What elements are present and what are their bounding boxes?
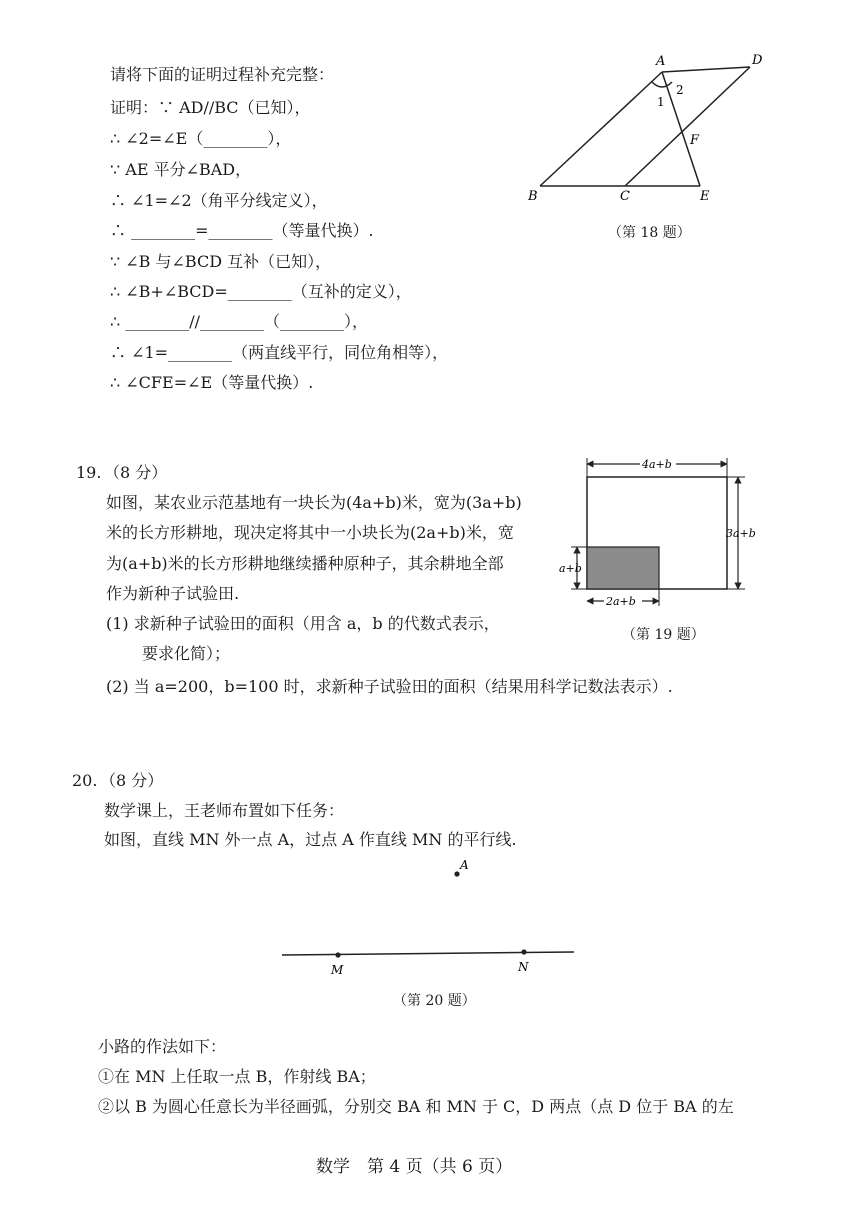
label-f: F xyxy=(690,133,700,148)
label-right: 3a+b xyxy=(726,527,756,540)
q20-line-1: 数学课上，王老师布置如下任务： xyxy=(104,801,345,820)
q18-step-8: ∴ ________//________（________）， xyxy=(110,312,369,331)
q19-number: 19. xyxy=(76,463,102,482)
line-mn xyxy=(282,952,574,955)
q18-intro: 请将下面的证明过程补充完整： xyxy=(110,65,335,84)
q19-part1-line-1: (1) 求新种子试验田的面积（用含 a，b 的代数式表示， xyxy=(106,614,500,633)
label-top: 4a+b xyxy=(642,458,672,471)
q20-step-2: ②以 B 为圆心任意长为半径画弧，分别交 BA 和 MN 于 C，D 两点（点 D 位于 BA 的左 xyxy=(98,1097,734,1116)
q20-number: 20. xyxy=(72,771,98,790)
q18-step-7: ∴ ∠B+∠BCD=________（互补的定义）， xyxy=(110,282,412,301)
label-a: A xyxy=(656,54,666,69)
label-bottom: 2a+b xyxy=(606,595,636,608)
q19-line-1: 如图，某农业示范基地有一块长为(4a+b)米，宽为(3a+b) xyxy=(106,493,522,512)
q18-step-10: ∴ ∠CFE=∠E（等量代换）. xyxy=(110,373,314,392)
q20-figure xyxy=(270,855,590,985)
q20-caption: （第 20 题） xyxy=(393,993,476,1009)
q19-line-4: 作为新种子试验田. xyxy=(106,584,240,603)
label-a: A xyxy=(460,858,469,872)
label-d: D xyxy=(752,53,763,68)
label-e: E xyxy=(700,189,710,204)
angle-arc xyxy=(652,82,672,87)
point-m xyxy=(335,952,340,957)
q20-score: （8 分） xyxy=(100,771,164,790)
q18-step-2: ∴ ∠2=∠E（________）， xyxy=(110,129,292,148)
q18-step-5: ∴ ________=________（等量代换）. xyxy=(110,221,374,240)
q19-part2: (2) 当 a=200，b=100 时，求新种子试验田的面积（结果用科学记数法表示）. xyxy=(106,677,673,696)
q19-line-3: 为(a+b)米的长方形耕地继续播种原种子，其余耕地全部 xyxy=(106,554,504,573)
small-field xyxy=(587,547,659,589)
label-left: a+b xyxy=(559,562,582,575)
q20-step-1: ①在 MN 上任取一点 B，作射线 BA； xyxy=(98,1067,376,1086)
label-angle-1: 1 xyxy=(657,95,665,109)
q18-step-1: 证明：∵ AD//BC（已知）， xyxy=(110,98,311,117)
q18-step-4: ∴ ∠1=∠2（角平分线定义）， xyxy=(110,191,328,210)
point-a xyxy=(454,871,459,876)
q19-score: （8 分） xyxy=(104,463,168,482)
q19-figure xyxy=(555,452,765,622)
q19-caption: （第 19 题） xyxy=(622,627,705,643)
label-c: C xyxy=(620,189,630,204)
q19-part1-line-2: 要求化简）； xyxy=(142,644,231,663)
label-angle-2: 2 xyxy=(676,83,684,97)
q18-step-3: ∵ AE 平分∠BAD， xyxy=(110,160,252,179)
label-b: B xyxy=(528,189,538,204)
segment-ad xyxy=(662,67,750,72)
q18-figure xyxy=(520,50,780,210)
segment-cd xyxy=(625,67,750,186)
q19-line-2: 米的长方形耕地，现决定将其中一小块长为(2a+b)米，宽 xyxy=(106,523,514,542)
q18-caption: （第 18 题） xyxy=(608,225,691,241)
label-n: N xyxy=(518,960,529,974)
point-n xyxy=(521,949,526,954)
q20-line-2: 如图，直线 MN 外一点 A，过点 A 作直线 MN 的平行线. xyxy=(104,830,517,849)
q18-step-6: ∵ ∠B 与∠BCD 互补（已知）， xyxy=(110,252,332,271)
q20-method-intro: 小路的作法如下： xyxy=(98,1037,227,1056)
label-m: M xyxy=(331,963,344,977)
page-footer: 数学 第 4 页（共 6 页） xyxy=(316,1157,513,1177)
q18-step-9: ∴ ∠1=________（两直线平行，同位角相等）， xyxy=(110,343,449,362)
